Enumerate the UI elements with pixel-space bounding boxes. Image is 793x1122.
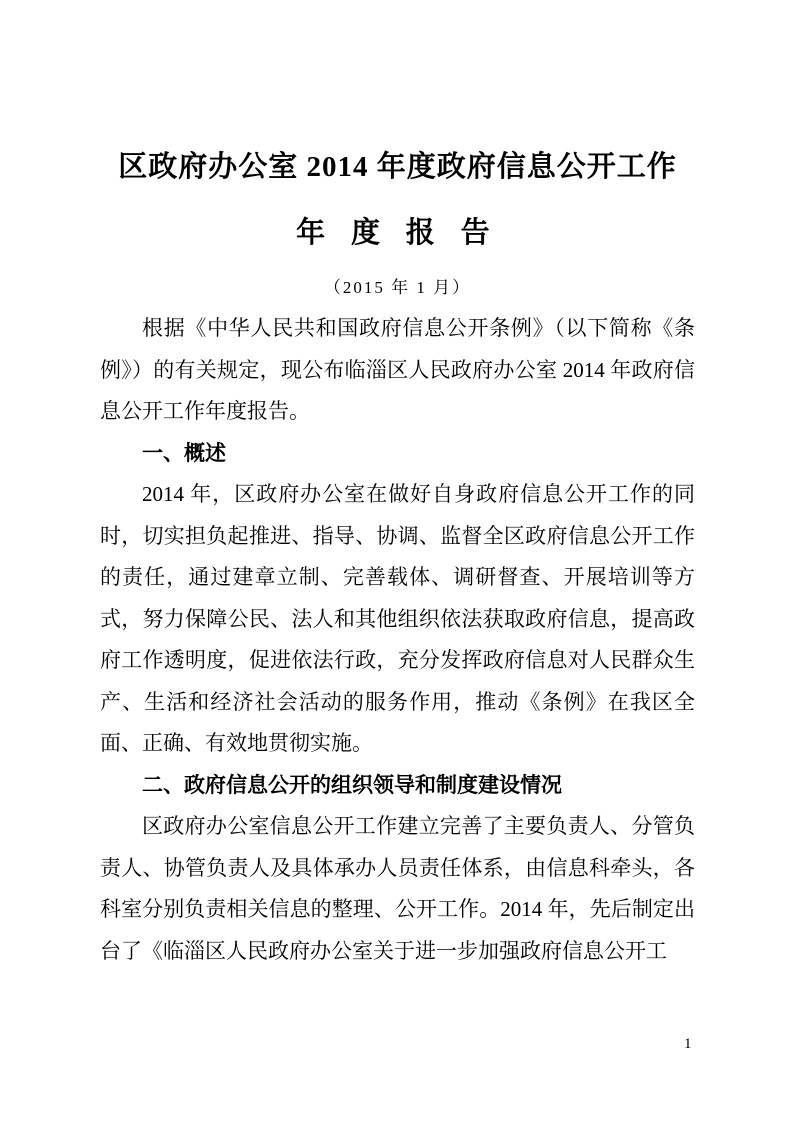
document-title-line1: 区政府办公室 2014 年度政府信息公开工作 (118, 151, 677, 183)
section-heading: 一、概述 (142, 441, 226, 465)
body-paragraph: 2014 年，区政府办公室在做好自身政府信息公开工作的同时，切实担负起推进、指导、协调、监督全区政府信息公开工作的责任，通过建章立制、完善载体、调研督查、开展培训等方式，努力保障公民、法人和其他组织依法获取政府信息，提高政府工作透明度，促进依法行政，充分发挥政府信息对人民群众生产、生活和经济社会活动的服务作用，推动《条例》在我区全面、正确、有效地贯彻实施。 (100, 482, 695, 755)
body-paragraph: 区政府办公室信息公开工作建立完善了主要负责人、分管负责人、协管负责人及具体承办人员责任体系，由信息科牵头，各科室分别负责相关信息的整理、公开工作。2014 年，先后制定出台了《临淄区人民政府办公室关于进一步加强政府信息公开工 (100, 814, 695, 963)
document-content (100, 0, 695, 972)
document-title-line2: 年 度 报 告 (296, 217, 499, 249)
document-body (100, 308, 695, 972)
body-paragraph: 根据《中华人民共和国政府信息公开条例》（以下简称《条例》）的有关规定，现公布临淄区人民政府办公室 2014 年政府信息公开工作年度报告。 (100, 316, 695, 423)
page-number: 1 (684, 1036, 692, 1052)
section-heading: 二、政府信息公开的组织领导和制度建设情况 (142, 773, 562, 797)
document-date: （2015 年 1 月） (323, 278, 472, 297)
